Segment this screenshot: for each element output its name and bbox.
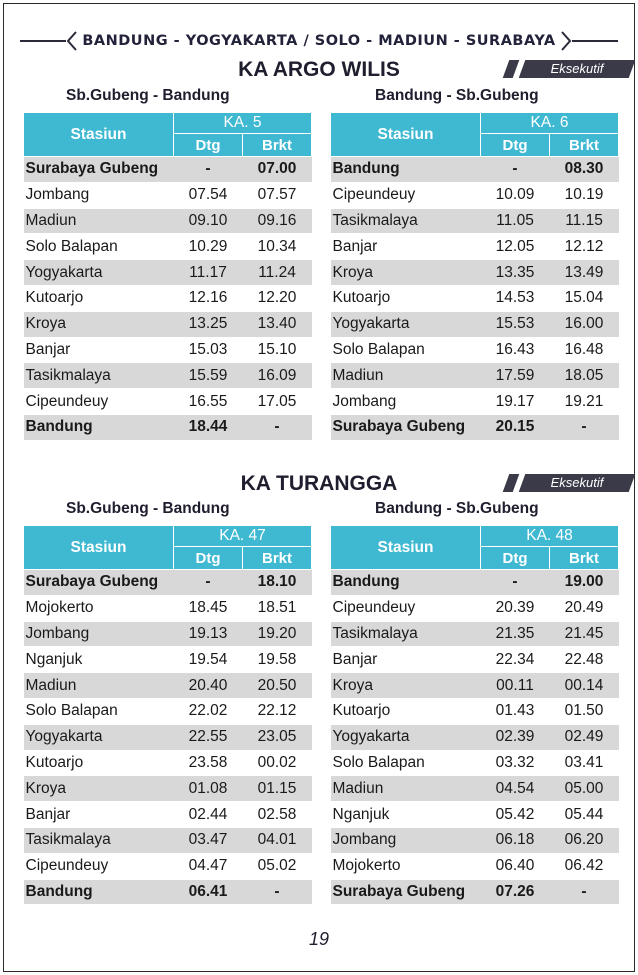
arrival-time-cell: 15.53	[481, 311, 550, 337]
station-cell: Madiun	[24, 208, 174, 234]
table-row	[24, 414, 312, 440]
class-badge	[502, 60, 634, 78]
arrival-time-cell: 04.47	[174, 853, 243, 879]
table-row	[24, 363, 312, 389]
table-row	[24, 285, 312, 311]
train-title: KA TURANGGA	[240, 472, 398, 495]
train-number-header: KA. 47	[174, 526, 312, 547]
table-row	[24, 853, 312, 879]
arrival-time-cell: 15.59	[174, 363, 243, 389]
departure-time-cell: 01.50	[550, 698, 619, 724]
arrival-time-cell: 04.54	[481, 776, 550, 802]
station-cell: Banjar	[24, 802, 174, 828]
table-row	[24, 673, 312, 699]
table-row	[331, 311, 619, 337]
station-cell: Nganjuk	[24, 647, 174, 673]
direction-label: Bandung - Sb.Gubeng	[375, 500, 539, 517]
arrival-time-cell: 13.25	[174, 311, 243, 337]
chevron-left-icon	[66, 30, 78, 52]
station-cell: Madiun	[24, 673, 174, 699]
direction-label: Sb.Gubeng - Bandung	[66, 87, 230, 104]
station-cell: Yogyakarta	[331, 724, 481, 750]
arrival-time-cell: -	[174, 157, 243, 183]
station-cell: Cipeundeuy	[331, 182, 481, 208]
table-row	[331, 414, 619, 440]
station-column-header: Stasiun	[24, 113, 174, 157]
departure-time-cell: 06.42	[550, 853, 619, 879]
arrival-time-cell: 20.39	[481, 595, 550, 621]
table-row	[24, 776, 312, 802]
departure-time-cell: 13.49	[550, 260, 619, 286]
arrival-time-cell: 15.03	[174, 337, 243, 363]
table-row	[331, 182, 619, 208]
table-row	[331, 853, 619, 879]
schedule-table	[23, 525, 312, 905]
departure-time-cell: 11.15	[550, 208, 619, 234]
station-cell: Kutoarjo	[331, 285, 481, 311]
departure-time-cell: 02.58	[243, 802, 312, 828]
class-badge-label: Eksekutif	[550, 475, 604, 490]
departure-time-cell: 16.09	[243, 363, 312, 389]
arrival-time-cell: 18.45	[174, 595, 243, 621]
direction-label: Sb.Gubeng - Bandung	[66, 500, 230, 517]
departure-time-cell: 19.20	[243, 621, 312, 647]
station-cell: Kroya	[24, 311, 174, 337]
departure-time-cell: 05.00	[550, 776, 619, 802]
direction-label: Bandung - Sb.Gubeng	[375, 87, 539, 104]
station-cell: Jombang	[331, 389, 481, 415]
departure-time-cell: 03.41	[550, 750, 619, 776]
table-row	[331, 595, 619, 621]
train-number-header: KA. 6	[481, 113, 619, 134]
station-column-header: Stasiun	[331, 526, 481, 570]
departure-time-cell: 19.00	[550, 570, 619, 596]
departure-time-cell: 15.04	[550, 285, 619, 311]
departure-time-cell: -	[550, 414, 619, 440]
station-cell: Kroya	[331, 260, 481, 286]
arrival-time-cell: 13.35	[481, 260, 550, 286]
arrival-time-cell: 11.05	[481, 208, 550, 234]
departure-time-cell: 04.01	[243, 827, 312, 853]
table-row	[331, 879, 619, 905]
arrival-time-cell: 07.26	[481, 879, 550, 905]
table-row	[24, 595, 312, 621]
departure-time-cell: 18.51	[243, 595, 312, 621]
station-cell: Banjar	[24, 337, 174, 363]
departure-time-cell: 16.48	[550, 337, 619, 363]
station-cell: Mojokerto	[24, 595, 174, 621]
arrival-time-cell: 02.39	[481, 724, 550, 750]
departure-time-cell: -	[243, 414, 312, 440]
station-cell: Cipeundeuy	[331, 595, 481, 621]
departure-time-cell: 17.05	[243, 389, 312, 415]
arrival-time-cell: 22.02	[174, 698, 243, 724]
departure-time-cell: 12.20	[243, 285, 312, 311]
arrival-time-cell: 19.13	[174, 621, 243, 647]
departure-time-cell: 18.05	[550, 363, 619, 389]
table-row	[24, 879, 312, 905]
departure-time-cell: 21.45	[550, 621, 619, 647]
arrival-time-cell: 10.09	[481, 182, 550, 208]
arrival-column-header: Dtg	[481, 134, 550, 157]
station-column-header: Stasiun	[24, 526, 174, 570]
table-row	[331, 827, 619, 853]
station-cell: Solo Balapan	[331, 750, 481, 776]
table-row	[331, 363, 619, 389]
departure-time-cell: 23.05	[243, 724, 312, 750]
table-row	[24, 570, 312, 596]
schedule-table	[23, 112, 312, 441]
table-row	[331, 647, 619, 673]
table-row	[331, 260, 619, 286]
departure-time-cell: 20.50	[243, 673, 312, 699]
departure-time-cell: 07.00	[243, 157, 312, 183]
table-row	[331, 776, 619, 802]
arrival-time-cell: -	[174, 570, 243, 596]
station-cell: Nganjuk	[331, 802, 481, 828]
arrival-time-cell: -	[481, 570, 550, 596]
table-row	[331, 673, 619, 699]
station-cell: Jombang	[24, 182, 174, 208]
station-cell: Mojokerto	[331, 853, 481, 879]
table-row	[331, 337, 619, 363]
arrival-time-cell: 17.59	[481, 363, 550, 389]
departure-time-cell: 05.44	[550, 802, 619, 828]
arrival-time-cell: 01.43	[481, 698, 550, 724]
table-row	[24, 311, 312, 337]
table-row	[24, 802, 312, 828]
arrival-time-cell: -	[481, 157, 550, 183]
table-row	[24, 724, 312, 750]
table-row	[24, 337, 312, 363]
station-cell: Madiun	[331, 776, 481, 802]
arrival-time-cell: 21.35	[481, 621, 550, 647]
station-cell: Solo Balapan	[24, 234, 174, 260]
departure-time-cell: 10.34	[243, 234, 312, 260]
table-row	[24, 234, 312, 260]
arrival-time-cell: 11.17	[174, 260, 243, 286]
arrival-time-cell: 00.11	[481, 673, 550, 699]
table-row	[331, 157, 619, 183]
departure-time-cell: 08.30	[550, 157, 619, 183]
table-row	[24, 621, 312, 647]
table-row	[24, 647, 312, 673]
departure-time-cell: 01.15	[243, 776, 312, 802]
class-badge-label: Eksekutif	[550, 61, 604, 76]
departure-time-cell: 16.00	[550, 311, 619, 337]
station-cell: Tasikmalaya	[24, 363, 174, 389]
station-cell: Surabaya Gubeng	[331, 879, 481, 905]
departure-column-header: Brkt	[243, 547, 312, 570]
departure-time-cell: 00.02	[243, 750, 312, 776]
table-row	[331, 285, 619, 311]
station-cell: Kutoarjo	[24, 285, 174, 311]
arrival-time-cell: 12.05	[481, 234, 550, 260]
table-row	[331, 389, 619, 415]
station-cell: Madiun	[331, 363, 481, 389]
table-row	[331, 698, 619, 724]
station-cell: Kutoarjo	[24, 750, 174, 776]
station-cell: Yogyakarta	[331, 311, 481, 337]
station-cell: Kroya	[24, 776, 174, 802]
arrival-time-cell: 02.44	[174, 802, 243, 828]
departure-time-cell: -	[243, 879, 312, 905]
departure-time-cell: 19.58	[243, 647, 312, 673]
table-row	[331, 750, 619, 776]
station-cell: Surabaya Gubeng	[24, 570, 174, 596]
station-column-header: Stasiun	[331, 113, 481, 157]
route-header	[20, 30, 618, 52]
station-cell: Solo Balapan	[24, 698, 174, 724]
arrival-time-cell: 18.44	[174, 414, 243, 440]
arrival-time-cell: 07.54	[174, 182, 243, 208]
departure-time-cell: 05.02	[243, 853, 312, 879]
table-row	[331, 802, 619, 828]
arrival-time-cell: 23.58	[174, 750, 243, 776]
station-cell: Banjar	[331, 647, 481, 673]
station-cell: Solo Balapan	[331, 337, 481, 363]
route-title: BANDUNG - YOGYAKARTA / SOLO - MADIUN - SURABAYA	[82, 33, 556, 49]
departure-time-cell: -	[550, 879, 619, 905]
page-number: 19	[308, 929, 330, 949]
arrival-time-cell: 22.34	[481, 647, 550, 673]
station-cell: Bandung	[331, 570, 481, 596]
table-row	[24, 260, 312, 286]
arrival-column-header: Dtg	[174, 134, 243, 157]
arrival-time-cell: 05.42	[481, 802, 550, 828]
station-cell: Jombang	[24, 621, 174, 647]
table-row	[24, 389, 312, 415]
departure-column-header: Brkt	[550, 134, 619, 157]
table-row	[331, 724, 619, 750]
station-cell: Yogyakarta	[24, 260, 174, 286]
schedule-table	[330, 525, 619, 905]
arrival-column-header: Dtg	[481, 547, 550, 570]
departure-time-cell: 07.57	[243, 182, 312, 208]
table-row	[24, 208, 312, 234]
departure-time-cell: 10.19	[550, 182, 619, 208]
arrival-time-cell: 09.10	[174, 208, 243, 234]
station-cell: Jombang	[331, 827, 481, 853]
arrival-time-cell: 16.55	[174, 389, 243, 415]
route-header-right-rule	[572, 40, 618, 42]
arrival-time-cell: 03.47	[174, 827, 243, 853]
departure-time-cell: 06.20	[550, 827, 619, 853]
departure-time-cell: 20.49	[550, 595, 619, 621]
departure-time-cell: 02.49	[550, 724, 619, 750]
arrival-time-cell: 06.18	[481, 827, 550, 853]
departure-time-cell: 22.12	[243, 698, 312, 724]
arrival-time-cell: 19.54	[174, 647, 243, 673]
chevron-right-icon	[560, 30, 572, 52]
departure-time-cell: 00.14	[550, 673, 619, 699]
station-cell: Cipeundeuy	[24, 389, 174, 415]
table-row	[331, 570, 619, 596]
table-row	[24, 750, 312, 776]
arrival-time-cell: 14.53	[481, 285, 550, 311]
station-cell: Bandung	[24, 414, 174, 440]
arrival-time-cell: 20.15	[481, 414, 550, 440]
arrival-time-cell: 01.08	[174, 776, 243, 802]
train-title: KA ARGO WILIS	[238, 58, 400, 81]
table-row	[24, 157, 312, 183]
arrival-time-cell: 20.40	[174, 673, 243, 699]
arrival-time-cell: 19.17	[481, 389, 550, 415]
departure-column-header: Brkt	[550, 547, 619, 570]
arrival-time-cell: 10.29	[174, 234, 243, 260]
arrival-time-cell: 16.43	[481, 337, 550, 363]
table-row	[331, 208, 619, 234]
station-cell: Tasikmalaya	[331, 208, 481, 234]
station-cell: Tasikmalaya	[24, 827, 174, 853]
table-row	[24, 182, 312, 208]
arrival-time-cell: 06.40	[481, 853, 550, 879]
station-cell: Bandung	[24, 879, 174, 905]
table-row	[331, 234, 619, 260]
arrival-time-cell: 03.32	[481, 750, 550, 776]
arrival-time-cell: 12.16	[174, 285, 243, 311]
departure-time-cell: 19.21	[550, 389, 619, 415]
train-number-header: KA. 5	[174, 113, 312, 134]
station-cell: Kutoarjo	[331, 698, 481, 724]
station-cell: Tasikmalaya	[331, 621, 481, 647]
departure-time-cell: 15.10	[243, 337, 312, 363]
station-cell: Surabaya Gubeng	[331, 414, 481, 440]
station-cell: Kroya	[331, 673, 481, 699]
table-row	[24, 698, 312, 724]
table-row	[331, 621, 619, 647]
arrival-time-cell: 06.41	[174, 879, 243, 905]
departure-time-cell: 12.12	[550, 234, 619, 260]
departure-time-cell: 13.40	[243, 311, 312, 337]
train-number-header: KA. 48	[481, 526, 619, 547]
class-badge	[502, 474, 634, 492]
station-cell: Bandung	[331, 157, 481, 183]
table-row	[24, 827, 312, 853]
station-cell: Surabaya Gubeng	[24, 157, 174, 183]
station-cell: Banjar	[331, 234, 481, 260]
departure-time-cell: 11.24	[243, 260, 312, 286]
station-cell: Yogyakarta	[24, 724, 174, 750]
departure-column-header: Brkt	[243, 134, 312, 157]
arrival-time-cell: 22.55	[174, 724, 243, 750]
departure-time-cell: 18.10	[243, 570, 312, 596]
station-cell: Cipeundeuy	[24, 853, 174, 879]
departure-time-cell: 09.16	[243, 208, 312, 234]
route-header-left-rule	[20, 40, 66, 42]
departure-time-cell: 22.48	[550, 647, 619, 673]
arrival-column-header: Dtg	[174, 547, 243, 570]
schedule-table	[330, 112, 619, 441]
